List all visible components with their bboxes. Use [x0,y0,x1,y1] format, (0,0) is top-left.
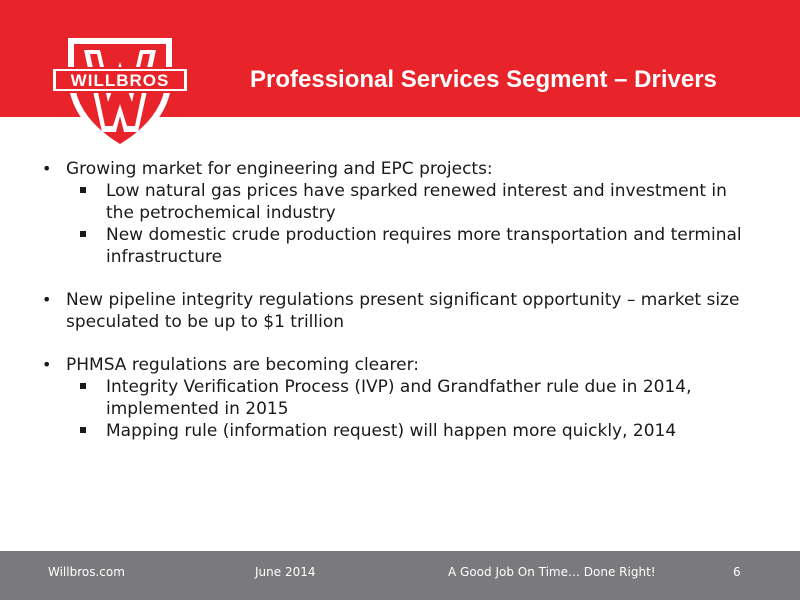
bullet-dot-icon: • [42,159,52,178]
sub-bullet-text: Integrity Verification Process (IVP) and Grandfather rule due in 2014, implemented in 2015 [106,377,692,419]
willbros-logo [50,36,190,156]
bullet-dot-icon: • [42,355,52,374]
footer-date: June 2014 [255,565,316,579]
slide-title: Professional Services Segment – Drivers [250,66,717,93]
sub-bullet-item [66,224,760,268]
bullet-text: PHMSA regulations are becoming clearer: [66,355,420,375]
page-number: 6 [733,565,741,579]
bullet-text: New pipeline integrity regulations present significant opportunity – market size speculated to be up to $1 trillion [66,290,740,332]
bullet-item [40,354,760,442]
sub-bullet-item [66,376,760,420]
square-bullet-icon [80,231,86,237]
sub-bullet-text: Low natural gas prices have sparked renewed interest and investment in the petrochemical industry [106,181,727,223]
sub-bullet-item [66,180,760,224]
footer-bar [0,551,800,600]
footer-site: Willbros.com [48,565,125,579]
square-bullet-icon [80,187,86,193]
slide-body [40,158,760,463]
square-bullet-icon [80,383,86,389]
bullet-item [40,289,760,333]
bullet-text: Growing market for engineering and EPC projects: [66,159,493,179]
bullet-item [40,158,760,268]
sub-bullet-text: New domestic crude production requires more transportation and terminal infrastructure [106,225,742,267]
sub-bullet-item [66,420,760,442]
logo-text: WILLBROS [70,71,170,90]
square-bullet-icon [80,427,86,433]
footer-tagline: A Good Job On Time… Done Right! [448,565,656,579]
sub-bullet-text: Mapping rule (information request) will happen more quickly, 2014 [106,421,677,441]
bullet-dot-icon: • [42,290,52,309]
